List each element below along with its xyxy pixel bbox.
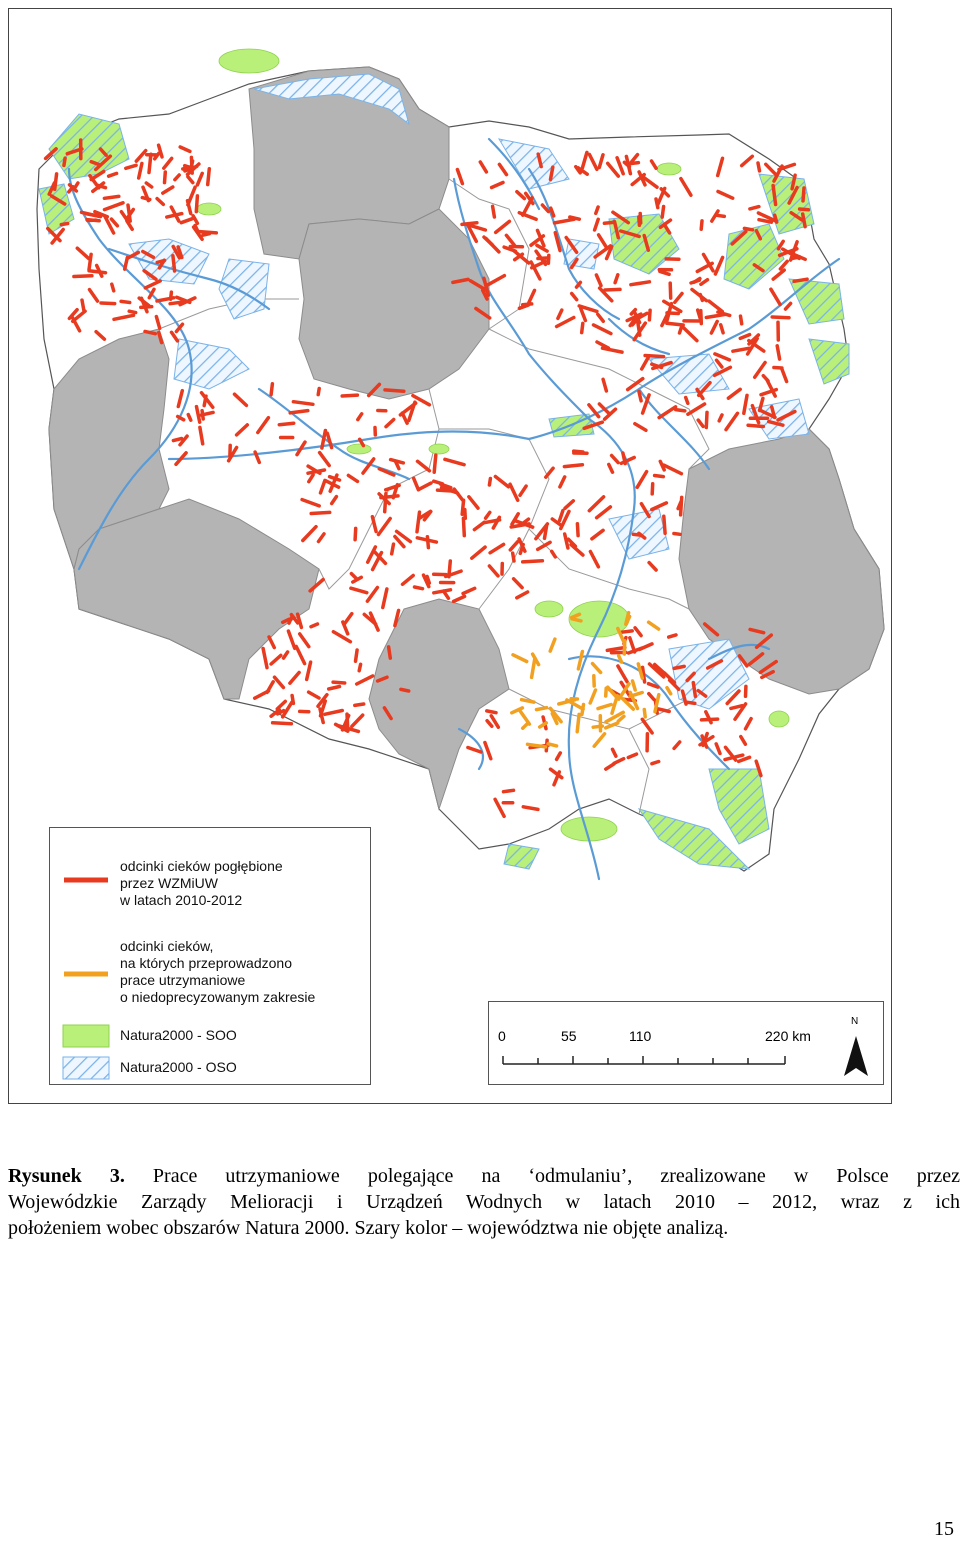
dredged-segment bbox=[574, 451, 583, 452]
scale-label: 0 bbox=[498, 1028, 506, 1044]
dredged-segment bbox=[417, 512, 420, 532]
dredged-segment bbox=[121, 301, 130, 302]
dredged-segment bbox=[605, 289, 620, 290]
legend-soo-swatch bbox=[62, 1024, 110, 1048]
dredged-segment bbox=[627, 163, 638, 165]
dredged-segment bbox=[670, 283, 671, 298]
dredged-segment bbox=[55, 174, 57, 189]
dredged-segment bbox=[772, 317, 789, 318]
dredged-segment bbox=[489, 479, 490, 486]
dredged-segment bbox=[173, 439, 181, 441]
dredged-segment bbox=[706, 412, 707, 427]
dredged-segment bbox=[141, 307, 152, 308]
legend-text: Natura2000 - OSO bbox=[120, 1059, 237, 1075]
dredged-segment bbox=[89, 254, 91, 269]
legend-item-oso bbox=[62, 1056, 362, 1080]
dredged-segment bbox=[170, 302, 187, 304]
dredged-segment bbox=[142, 198, 150, 200]
dredged-segment bbox=[98, 185, 105, 187]
dredged-segment bbox=[803, 188, 804, 201]
dredged-segment bbox=[750, 207, 759, 209]
maintenance-segment bbox=[606, 688, 607, 696]
dredged-segment bbox=[290, 411, 308, 413]
dredged-segment bbox=[392, 544, 394, 554]
legend-red-line-symbol bbox=[62, 876, 110, 884]
maintenance-segment bbox=[537, 708, 547, 710]
caption-line-2: Wojewódzkie Zarządy Melioracji i Urządzeń Wodnych w latach 2010 – 2012, wraz z ich bbox=[8, 1191, 960, 1213]
dredged-segment bbox=[759, 220, 771, 223]
dredged-segment bbox=[342, 395, 357, 396]
dredged-segment bbox=[89, 271, 105, 273]
dredged-segment bbox=[173, 256, 175, 271]
dredged-segment bbox=[381, 496, 398, 498]
dredged-segment bbox=[208, 169, 210, 185]
maintenance-segment bbox=[548, 744, 557, 746]
dredged-segment bbox=[273, 723, 292, 724]
dredged-segment bbox=[741, 316, 742, 324]
legend-text: odcinki cieków, bbox=[120, 938, 214, 954]
maintenance-segment bbox=[577, 714, 579, 731]
dredged-segment bbox=[716, 215, 724, 216]
dredged-segment bbox=[462, 500, 463, 514]
dredged-segment bbox=[794, 279, 807, 281]
dredged-segment bbox=[758, 163, 760, 171]
caption-line-3: położeniem wobec obszarów Natura 2000. Szary kolor – województwa nie objęte analizą. bbox=[8, 1217, 729, 1239]
dredged-segment bbox=[292, 696, 293, 704]
scale-label: 220 km bbox=[765, 1028, 811, 1044]
dredged-segment bbox=[104, 196, 118, 198]
legend-text: prace utrzymaniowe bbox=[120, 972, 246, 988]
scale-label: 110 bbox=[629, 1028, 652, 1044]
map-legend bbox=[49, 827, 371, 1085]
dredged-segment bbox=[427, 537, 428, 548]
dredged-segment bbox=[465, 510, 466, 519]
north-arrow-icon bbox=[841, 1022, 871, 1078]
dredged-segment bbox=[688, 702, 695, 703]
dredged-segment bbox=[582, 323, 583, 332]
scale-bar bbox=[489, 1002, 885, 1086]
dredged-segment bbox=[112, 284, 114, 291]
dredged-segment bbox=[87, 220, 99, 221]
dredged-segment bbox=[639, 391, 641, 400]
dredged-segment bbox=[545, 527, 547, 539]
dredged-segment bbox=[664, 516, 665, 533]
dredged-segment bbox=[800, 209, 809, 210]
maintenance-segment bbox=[572, 619, 581, 621]
scale-bar-box bbox=[488, 1001, 884, 1085]
dredged-segment bbox=[333, 682, 345, 683]
maintenance-segment bbox=[644, 710, 645, 717]
legend-item-dredged bbox=[62, 846, 362, 906]
legend-orange-line-symbol bbox=[62, 970, 110, 978]
legend-text: na których przeprowadzono bbox=[120, 955, 292, 971]
dredged-segment bbox=[701, 221, 702, 229]
dredged-segment bbox=[434, 455, 436, 472]
maintenance-segment bbox=[522, 700, 534, 702]
caption-text: Prace utrzymaniowe polegające na ‘odmulaniu’, zrealizowane w Polsce przez bbox=[124, 1165, 960, 1187]
map-frame bbox=[8, 8, 892, 1104]
dredged-segment bbox=[680, 325, 683, 333]
dredged-segment bbox=[188, 415, 191, 421]
dredged-segment bbox=[676, 410, 685, 411]
dredged-segment bbox=[513, 553, 514, 561]
dredged-segment bbox=[773, 186, 776, 205]
dredged-segment bbox=[487, 711, 496, 713]
legend-oso-swatch bbox=[62, 1056, 110, 1080]
page-number: 15 bbox=[934, 1518, 954, 1540]
dredged-segment bbox=[200, 232, 217, 233]
figure-caption bbox=[8, 1163, 960, 1241]
dredged-segment bbox=[693, 683, 695, 697]
dredged-segment bbox=[656, 199, 658, 208]
dredged-segment bbox=[622, 631, 632, 632]
dredged-segment bbox=[577, 524, 578, 536]
dredged-segment bbox=[82, 300, 84, 310]
caption-line-1 bbox=[8, 1163, 960, 1189]
legend-text: w latach 2010-2012 bbox=[120, 892, 243, 908]
dredged-segment bbox=[74, 276, 92, 277]
legend-text: Natura2000 - SOO bbox=[120, 1027, 237, 1043]
dredged-segment bbox=[355, 704, 364, 705]
dredged-segment bbox=[356, 650, 358, 661]
dredged-segment bbox=[702, 719, 718, 720]
dredged-segment bbox=[721, 325, 723, 333]
legend-text: przez WZMiUW bbox=[120, 875, 218, 891]
dredged-segment bbox=[633, 534, 640, 535]
legend-item-soo bbox=[62, 1024, 362, 1048]
dredged-segment bbox=[355, 528, 356, 539]
dredged-segment bbox=[652, 762, 659, 764]
dredged-segment bbox=[674, 534, 680, 535]
dredged-segment bbox=[311, 512, 330, 513]
dredged-segment bbox=[101, 303, 115, 304]
dredged-segment bbox=[389, 647, 391, 658]
dredged-segment bbox=[674, 666, 684, 668]
dredged-segment bbox=[145, 331, 155, 333]
dredged-segment bbox=[271, 384, 272, 395]
dredged-segment bbox=[640, 214, 641, 224]
dredged-segment bbox=[686, 398, 688, 404]
dredged-segment bbox=[744, 228, 752, 229]
dredged-segment bbox=[523, 304, 532, 305]
dredged-segment bbox=[415, 587, 423, 589]
dredged-segment bbox=[202, 411, 203, 419]
dredged-segment bbox=[191, 157, 192, 173]
dredged-segment bbox=[401, 689, 409, 691]
dredged-segment bbox=[652, 484, 653, 494]
dredged-segment bbox=[165, 172, 166, 183]
dredged-segment bbox=[61, 224, 67, 225]
dredged-segment bbox=[329, 687, 340, 690]
dredged-segment bbox=[681, 497, 682, 515]
dredged-segment bbox=[698, 310, 701, 318]
dredged-segment bbox=[649, 310, 650, 320]
dredged-segment bbox=[289, 617, 292, 623]
dredged-segment bbox=[385, 390, 404, 391]
dredged-segment bbox=[149, 154, 151, 172]
dredged-segment bbox=[662, 207, 663, 218]
legend-text: o niedoprecyzowanym zakresie bbox=[120, 989, 316, 1005]
dredged-segment bbox=[523, 561, 543, 562]
scale-label: 55 bbox=[561, 1028, 577, 1044]
legend-text: odcinki cieków pogłębione bbox=[120, 858, 283, 874]
dredged-segment bbox=[279, 423, 293, 425]
dredged-segment bbox=[777, 346, 779, 359]
dredged-segment bbox=[64, 158, 65, 165]
dredged-segment bbox=[700, 295, 702, 301]
dredged-segment bbox=[504, 790, 514, 791]
dredged-segment bbox=[564, 465, 582, 467]
dredged-segment bbox=[655, 476, 664, 477]
maintenance-segment bbox=[624, 641, 625, 654]
dredged-segment bbox=[493, 206, 495, 217]
caption-label: Rysunek 3. bbox=[8, 1165, 125, 1187]
legend-item-maintenance bbox=[62, 928, 362, 1004]
dredged-segment bbox=[596, 207, 598, 213]
dredged-segment bbox=[748, 425, 763, 426]
dredged-segment bbox=[196, 196, 197, 212]
dredged-segment bbox=[311, 624, 318, 627]
dredged-segment bbox=[551, 167, 553, 179]
dredged-segment bbox=[604, 222, 613, 223]
dredged-segment bbox=[129, 311, 136, 312]
dredged-segment bbox=[427, 576, 429, 583]
dredged-segment bbox=[463, 518, 464, 535]
north-label: N bbox=[851, 1016, 859, 1027]
dredged-segment bbox=[359, 664, 360, 671]
dredged-segment bbox=[318, 389, 319, 395]
dredged-segment bbox=[669, 635, 676, 637]
dredged-segment bbox=[128, 205, 130, 221]
